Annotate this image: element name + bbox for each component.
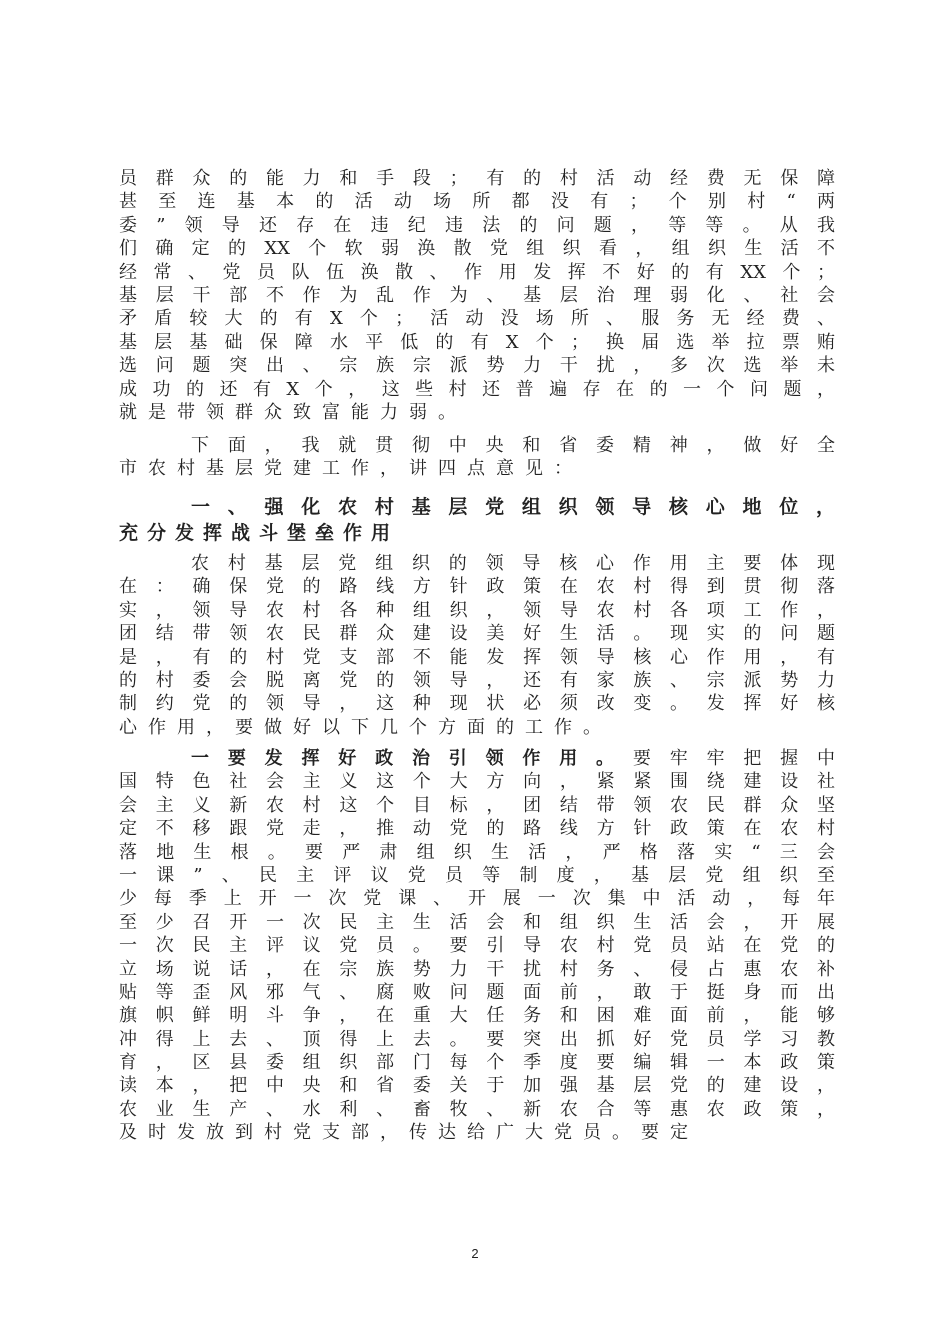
text-line: 团结带领农民群众建设美好生活。现实的问题 xyxy=(119,623,835,645)
text-line: 甚至连基本的活动场所都没有；个别村“两 xyxy=(119,191,835,213)
text-line: 定不移跟党走，推动党的路线方针政策在农村 xyxy=(119,818,835,840)
text-line: 就是带领群众致富能力弱。 xyxy=(119,401,467,423)
text-line: 读本，把中央和省委关于加强基层党的建设， xyxy=(119,1075,835,1097)
text-line: 一课”、民主评议党员等制度，基层党组织至 xyxy=(119,864,835,886)
text-line: 委”领导还存在违纪违法的问题，等等。从我 xyxy=(119,214,835,236)
text-line: 一次民主评议党员。要引导农村党员站在党的 xyxy=(119,935,835,957)
first-line-text: 要牢牢把握中 xyxy=(632,748,835,769)
text-line: 成功的还有X个，这些村还普遍存在的一个问题， xyxy=(119,378,835,400)
bold-lead-phrase: 一要发挥好政治引领作用。 xyxy=(191,748,633,769)
text-line: 的村委会脱离党的领导，还有家族、宗派势力 xyxy=(119,669,835,691)
text-line: 经常、党员队伍涣散、作用发挥不好的有XX个； xyxy=(119,261,835,283)
text-line: 市农村基层党建工作，讲四点意见： xyxy=(119,458,583,480)
text-line: 至少召开一次民主生活会和组织生活会，开展 xyxy=(119,911,835,933)
text-line: 矛盾较大的有X个；活动没场所、服务无经费、 xyxy=(119,308,835,330)
text-line: 旗帜鲜明斗争，在重大任务和困难面前，能够 xyxy=(119,1005,835,1027)
text-line: 会主义新农村这个目标，团结带领农民群众坚 xyxy=(119,794,835,816)
text-line: 制约党的领导，这种现状必须改变。发挥好核 xyxy=(119,693,835,715)
text-line: 在：确保党的路线方针政策在农村得到贯彻落 xyxy=(119,576,835,598)
text-line: 下面，我就贯彻中央和省委精神，做好全 xyxy=(191,435,835,456)
text-line: 员群众的能力和手段；有的村活动经费无保障 xyxy=(119,168,835,189)
page-number: 2 xyxy=(471,1246,479,1261)
section-heading-1 xyxy=(119,494,835,546)
text-line: 落地生根。要严肃组织生活，严格落实“三会 xyxy=(119,841,835,863)
paragraph-first-line xyxy=(119,747,835,770)
text-line: 立场说话，在宗族势力干扰村务、侵占惠农补 xyxy=(119,958,835,980)
text-line: 基层基础保障水平低的有X个；换届选举拉票贿 xyxy=(119,331,835,353)
text-line: 贴等歪风邪气、腐败问题面前，敢于挺身而出 xyxy=(119,981,835,1003)
text-line: 育，区县委组织部门每个季度要编辑一本政策 xyxy=(119,1052,835,1074)
text-line: 农村基层党组织的领导核心作用主要体现 xyxy=(191,553,835,574)
text-line: 选问题突出、宗族宗派势力干扰，多次选举未 xyxy=(119,355,835,377)
paragraph-core-role xyxy=(119,552,835,739)
paragraph-political-guidance xyxy=(119,747,835,1145)
text-line: 冲得上去、顶得上去。要突出抓好党员学习教 xyxy=(119,1028,835,1050)
paragraph-intro xyxy=(119,434,835,481)
text-line: 基层干部不作为乱作为、基层治理弱化、社会 xyxy=(119,284,835,306)
paragraph-problems xyxy=(119,167,835,424)
text-line: 及时发放到村党支部，传达给广大党员。要定 xyxy=(119,1122,699,1144)
text-line: 们确定的XX个软弱涣散党组织看，组织生活不 xyxy=(119,238,835,260)
text-line: 少每季上开一次党课、开展一次集中活动，每年 xyxy=(119,888,835,910)
text-line: 国特色社会主义这个大方向，紧紧围绕建设社 xyxy=(119,771,835,793)
text-line: 是，有的村党支部不能发挥领导核心作用，有 xyxy=(119,646,835,668)
text-line: 充分发挥战斗堡垒作用 xyxy=(119,522,400,544)
text-line: 一、强化农村基层党组织领导核心地位， xyxy=(191,496,835,518)
text-line: 心作用，要做好以下几个方面的工作。 xyxy=(119,716,612,738)
text-line: 农业生产、水利、畜牧、新农合等惠农政策， xyxy=(119,1098,835,1120)
text-line: 实，领导农村各种组织，领导农村各项工作， xyxy=(119,599,835,621)
